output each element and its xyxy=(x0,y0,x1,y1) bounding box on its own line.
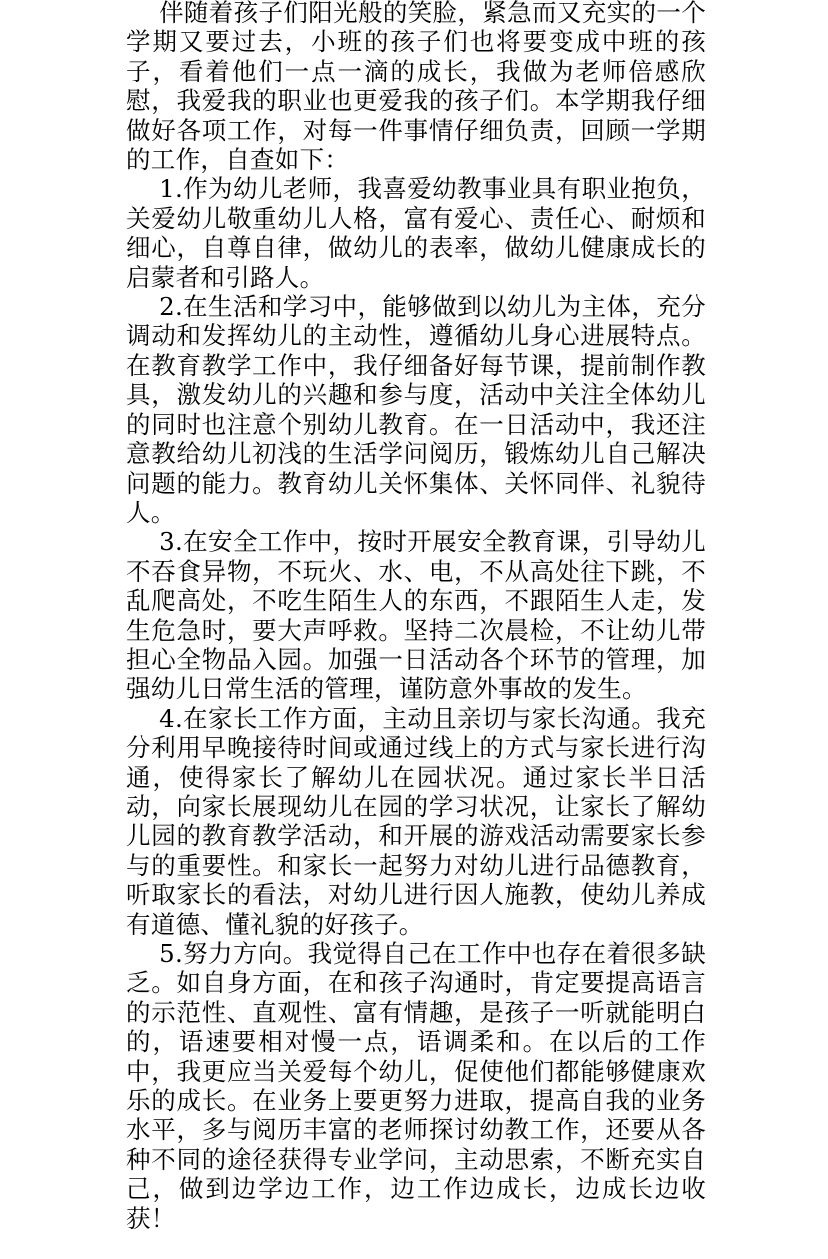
document-body xyxy=(126,0,706,1233)
paragraph-item-4: 4.在家长工作方面，主动且亲切与家长沟通。我充分利用早晚接待时间或通过线上的方式与家长进行沟通，使得家长了解幼儿在园状况。通过家长半日活动，向家长展现幼儿在园的学习状况，让家长了解幼儿园的教育教学活动，和开展的游戏活动需要家长参与的重要性。和家长一起努力对幼儿进行品德教育，听取家长的看法，对幼儿进行因人施教，使幼儿养成有道德、懂礼貌的好孩子。 xyxy=(126,703,706,939)
paragraph-item-1: 1.作为幼儿老师，我喜爱幼教事业具有职业抱负，关爱幼儿敬重幼儿人格，富有爱心、责任心、耐烦和细心，自尊自律，做幼儿的表率，做幼儿健康成长的启蒙者和引路人。 xyxy=(126,174,706,292)
paragraph-intro: 伴随着孩子们阳光般的笑脸，紧急而又充实的一个学期又要过去，小班的孩子们也将要变成中班的孩子，看着他们一点一滴的成长，我做为老师倍感欣慰，我爱我的职业也更爱我的孩子们。本学期我仔细做好各项工作，对每一件事情仔细负责，回顾一学期的工作，自查如下： xyxy=(126,0,706,175)
paragraph-item-3: 3.在安全工作中，按时开展安全教育课，引导幼儿不吞食异物，不玩火、水、电，不从高处往下跳，不乱爬高处，不吃生陌生人的东西，不跟陌生人走，发生危急时，要大声呼救。坚持二次晨检，不让幼儿带担心全物品入园。加强一日活动各个环节的管理，加强幼儿日常生活的管理，谨防意外事故的发生。 xyxy=(126,527,706,704)
paragraph-item-5: 5.努力方向。我觉得自己在工作中也存在着很多缺乏。如自身方面，在和孩子沟通时，肯定要提高语言的示范性、直观性、富有情趣，是孩子一听就能明白的，语速要相对慢一点，语调柔和。在以后的工作中，我更应当关爱每个幼儿，促使他们都能够健康欢乐的成长。在业务上要更努力进取，提高自我的业务水平，多与阅历丰富的老师探讨幼教工作，还要从各种不同的途径获得专业学问，主动思索，不断充实自己，做到边学边工作，边工作边成长，边成长边收获！ xyxy=(126,939,706,1233)
paragraph-item-2: 2.在生活和学习中，能够做到以幼儿为主体，充分调动和发挥幼儿的主动性，遵循幼儿身心进展特点。在教育教学工作中，我仔细备好每节课，提前制作教具，激发幼儿的兴趣和参与度，活动中关注全体幼儿的同时也注意个别幼儿教育。在一日活动中，我还注意教给幼儿初浅的生活学问阅历，锻炼幼儿自己解决问题的能力。教育幼儿关怀集体、关怀同伴、礼貌待人。 xyxy=(126,292,706,527)
